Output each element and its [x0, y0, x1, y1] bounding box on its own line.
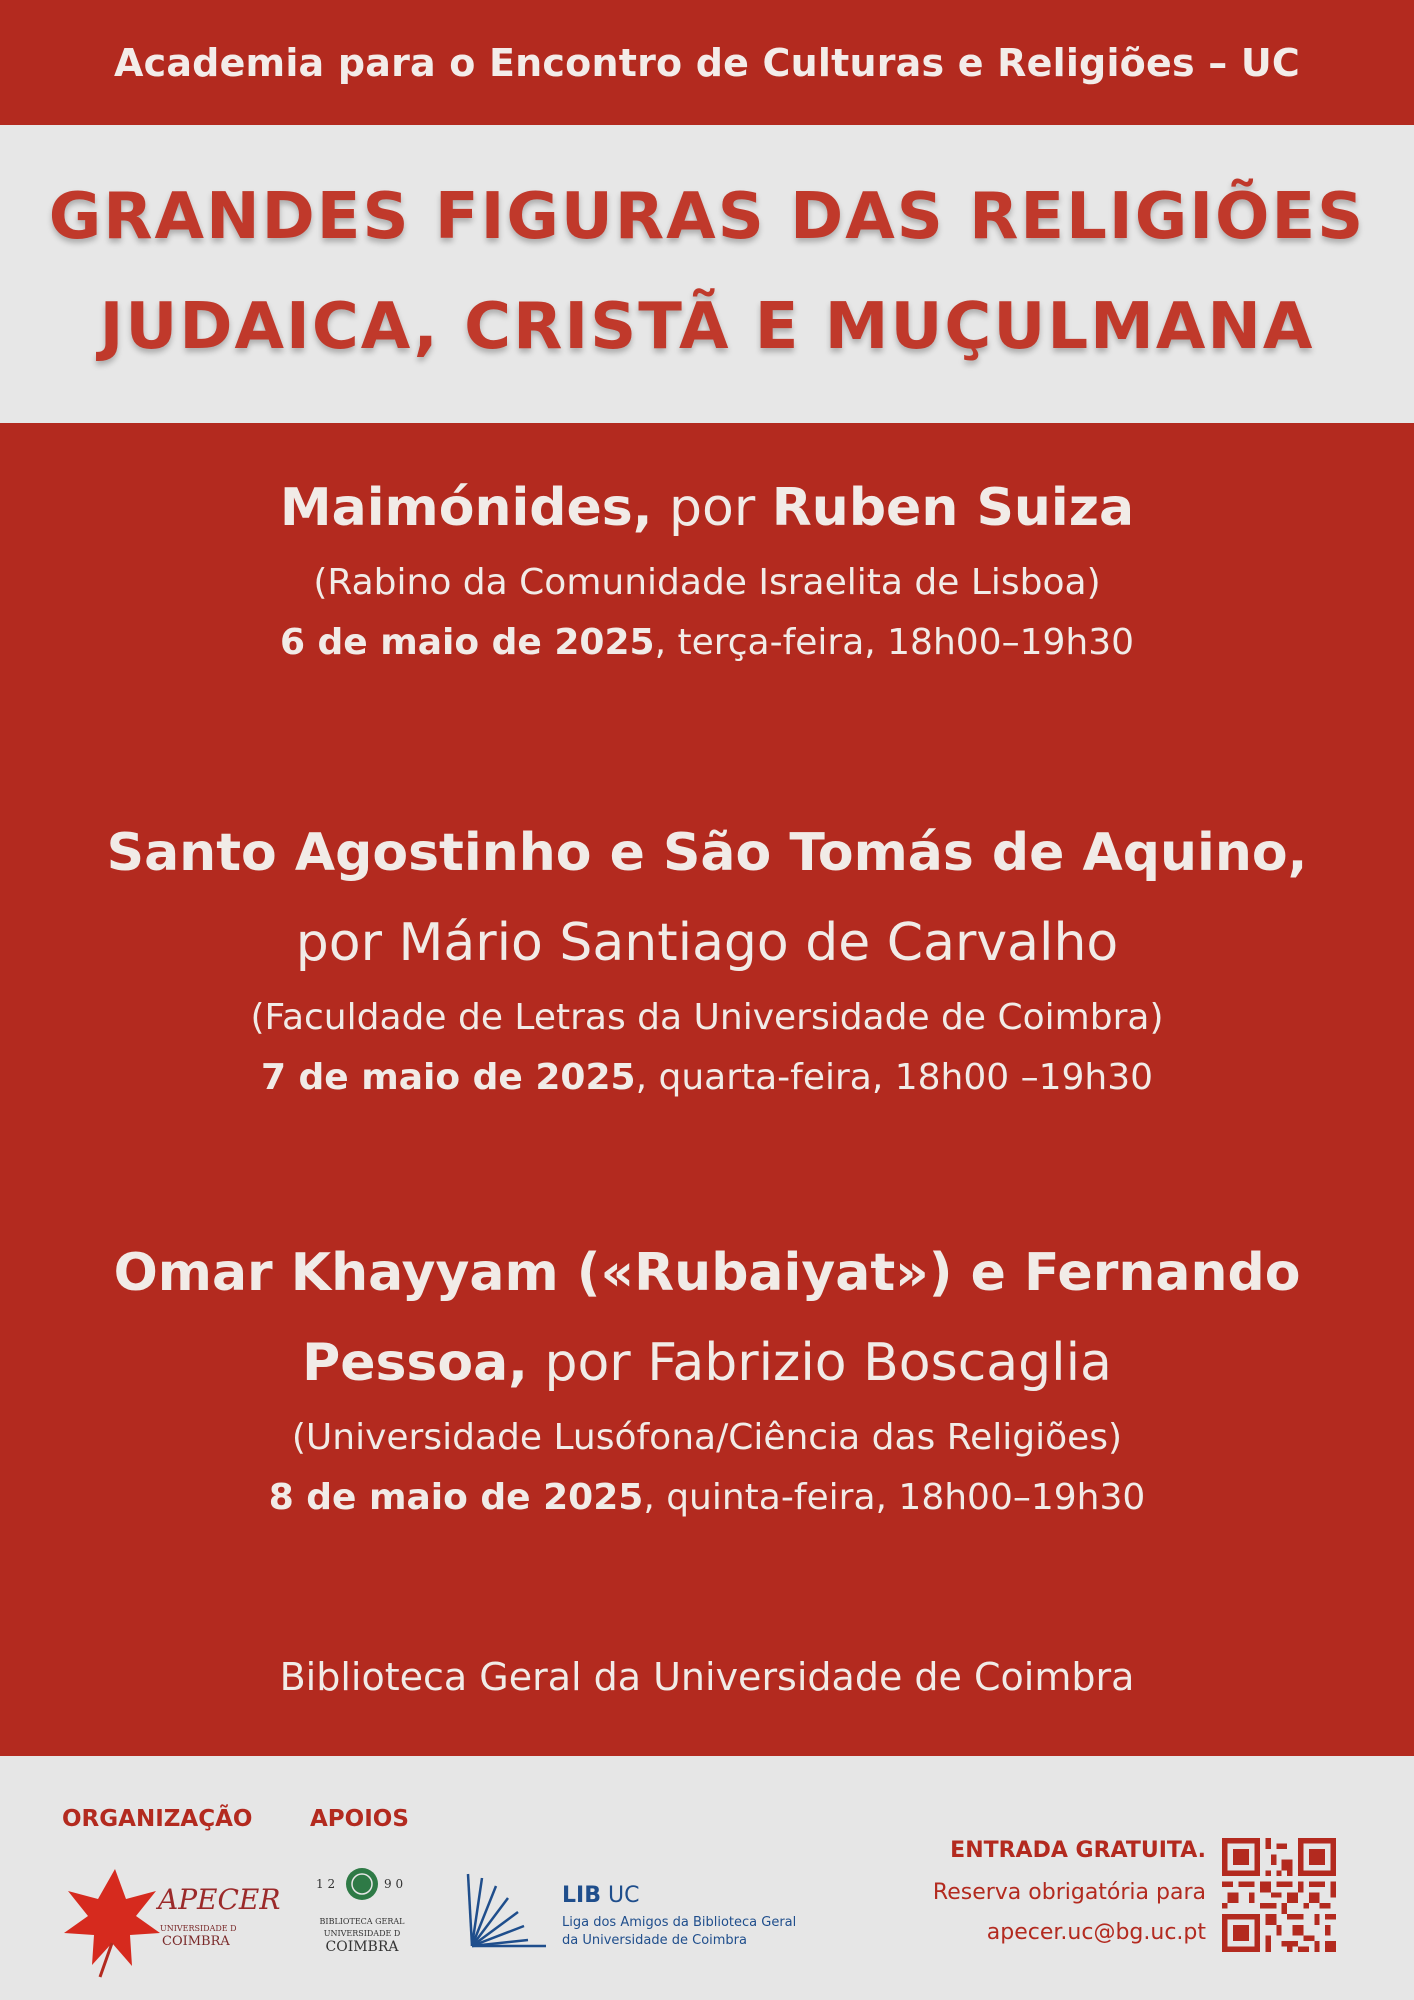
talk-heading	[0, 808, 1414, 898]
book-fan-icon	[468, 1874, 546, 1946]
talk-speaker-line: por Mário Santiago de Carvalho	[295, 913, 1119, 973]
talk-speaker: por Fabrizio Boscaglia	[527, 1333, 1112, 1393]
talk-subject: Maimónides,	[279, 478, 653, 538]
talk-agostinho-aquino	[0, 808, 1414, 1108]
organization-name: Academia para o Encontro de Culturas e Religiões – UC	[113, 40, 1300, 85]
bg-logo-line2: UNIVERSIDADE D	[323, 1929, 401, 1938]
talk-date: 8 de maio de 2025	[268, 1477, 644, 1518]
apecer-logo-sub2: COIMBRA	[162, 1934, 230, 1949]
talk-datetime	[0, 613, 1414, 673]
talk-time: , terça-feira, 18h00–19h30	[654, 622, 1135, 663]
apecer-logo	[60, 1861, 281, 1981]
organizacao-label: ORGANIZAÇÃO	[62, 1806, 253, 1832]
libuc-line1: Liga dos Amigos da Biblioteca Geral	[562, 1915, 797, 1930]
libuc-line2: da Universidade de Coimbra	[562, 1933, 747, 1948]
talk-heading	[0, 1228, 1414, 1318]
entry-free: ENTRADA GRATUITA.	[950, 1838, 1206, 1863]
apecer-logo-sub1: UNIVERSIDADE D	[160, 1924, 237, 1933]
seal-icon	[346, 1868, 378, 1900]
bg-logo-years-left: 1 2	[316, 1877, 336, 1891]
talk-date: 6 de maio de 2025	[279, 622, 655, 663]
apoios-label: APOIOS	[310, 1806, 409, 1832]
bg-logo-line1: BIBLIOTECA GERAL	[319, 1917, 405, 1926]
apecer-logo-text: APECER	[158, 1883, 281, 1916]
title-line-1: GRANDES FIGURAS DAS RELIGIÕES	[48, 180, 1366, 254]
talk-affiliation: (Faculdade de Letras da Universidade de Coimbra)	[250, 997, 1164, 1038]
venue: Biblioteca Geral da Universidade de Coimbra	[279, 1655, 1135, 1699]
talk-speaker-line	[0, 1318, 1414, 1408]
libuc-lib: LIB	[562, 1883, 601, 1908]
talk-datetime	[0, 1048, 1414, 1108]
entry-reservation: Reserva obrigatória para	[932, 1880, 1206, 1905]
talk-date: 7 de maio de 2025	[260, 1057, 636, 1098]
title-band	[0, 125, 1414, 423]
biblioteca-geral-logo	[312, 1856, 412, 1976]
talk-time: , quinta-feira, 18h00–19h30	[643, 1477, 1146, 1518]
talk-subject: Omar Khayyam («Rubaiyat») e Fernando	[113, 1243, 1301, 1303]
talk-heading	[0, 463, 1414, 553]
program-section	[0, 423, 1414, 1756]
leaf-icon	[64, 1869, 160, 1977]
talk-subject-cont: Pessoa,	[302, 1333, 528, 1393]
talk-khayyam-pessoa	[0, 1228, 1414, 1528]
talk-affiliation: (Rabino da Comunidade Israelita de Lisboa)	[313, 562, 1101, 603]
talk-affiliation: (Universidade Lusófona/Ciência das Religiões)	[291, 1417, 1123, 1458]
talk-datetime	[0, 1468, 1414, 1528]
qr-code-icon[interactable]	[1222, 1838, 1336, 1952]
header-bar	[0, 0, 1414, 125]
title-line-2: JUDAICA, CRISTÃ E MUÇULMANA	[99, 290, 1315, 364]
bg-logo-years-right: 9 0	[384, 1877, 404, 1891]
talk-speaker: Ruben Suiza	[771, 478, 1135, 538]
footer	[0, 1756, 1414, 2000]
libuc-logo	[462, 1866, 832, 1956]
libuc-uc: UC	[608, 1883, 640, 1908]
talk-time: , quarta-feira, 18h00 –19h30	[635, 1057, 1154, 1098]
talk-maimonides	[0, 463, 1414, 673]
contact-email[interactable]: apecer.uc@bg.uc.pt	[986, 1920, 1206, 1945]
talk-subject: Santo Agostinho e São Tomás de Aquino,	[106, 823, 1308, 883]
talk-por: por	[652, 478, 772, 538]
bg-logo-line3: COIMBRA	[325, 1939, 399, 1955]
